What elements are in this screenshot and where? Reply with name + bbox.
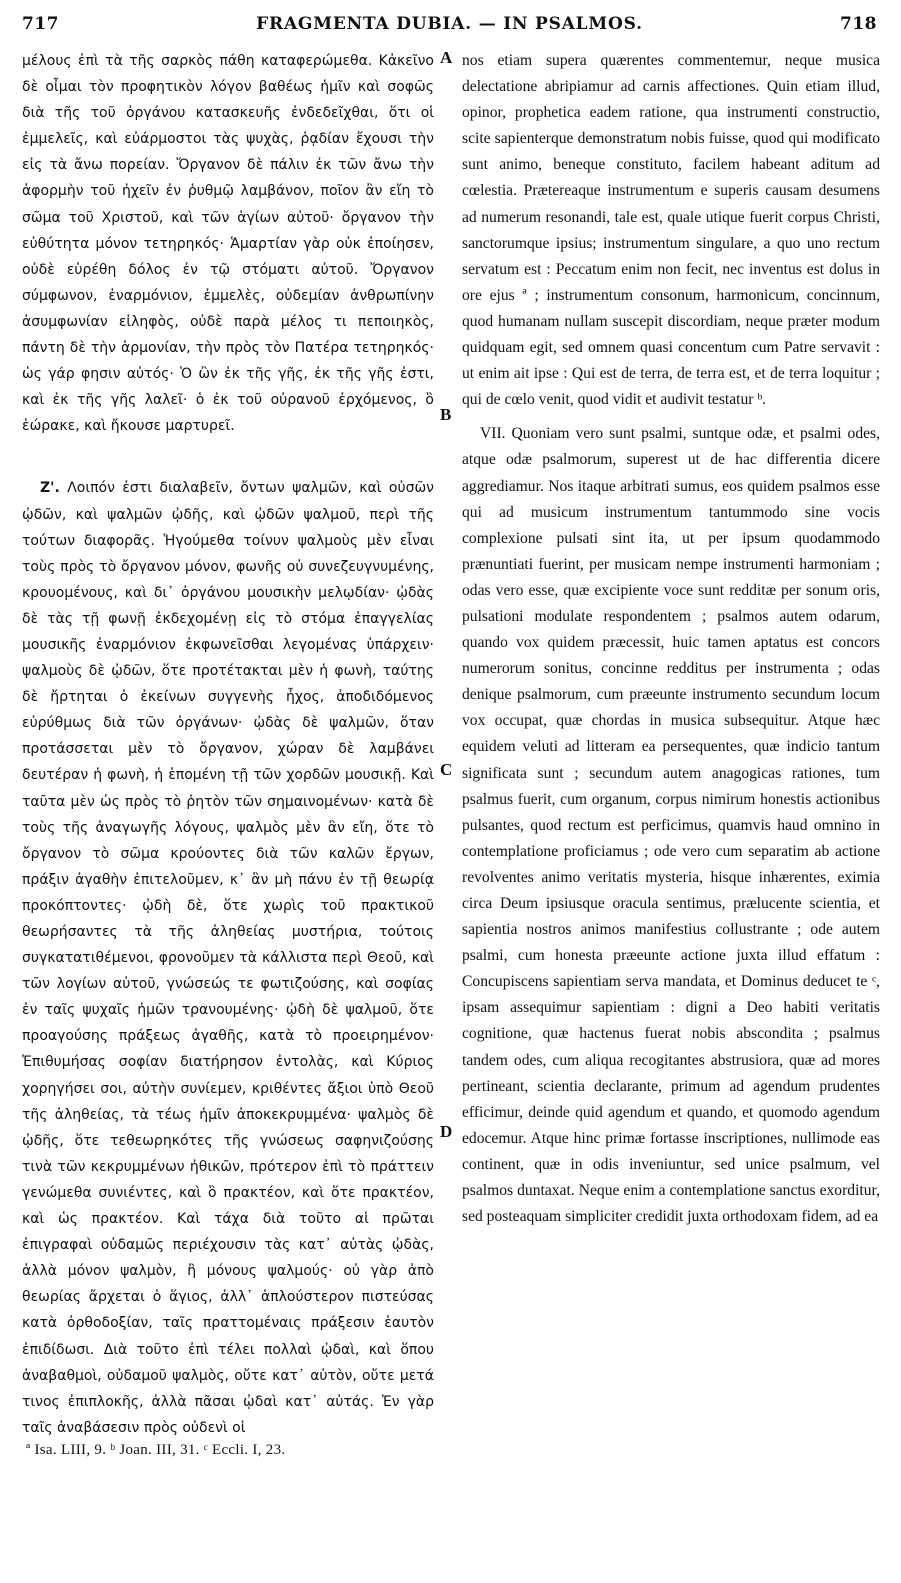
greek-section-number: Ζ'. [40, 480, 60, 497]
margin-marker-a: A [440, 48, 453, 67]
page-number-left: 717 [22, 14, 59, 34]
latin-paragraph-1: nos etiam supera quærentes commentemur, neque musica delectatione abripiamur ad carnis affectiones. Quin etiam illud, opinor, prophetica eadem ratione, qua instrumenti constructio, scite sapienterque demonstratum nobis fuisse, quod qui modificato sunt animo, beneque constituto, facilem habeant aditum ad cœlestia. Prætereaque instrumentum e superis causam desumens ad numerum resonandi, tale est, quale utique fuerit corpus Christi, sanctorumque ipsius; instrumentum singulare, a quo uno rectum servatum est : Peccatum enim non fecit, nec inventus est dolus in ore ejus ª ; instrumentum consonum, harmonicum, concinnum, quod humanam nullam suscepit discordiam, neque præter modum quidquam egit, sed omnem quasi concentum cum Patre servavit : ut enim ait ipse : Qui est de terra, de terra est, et de terra loquitur ; qui de cœlo venit, quod vidit et audivit testatur ᵇ. [462, 52, 880, 409]
running-title: FRAGMENTA DUBIA. — IN PSALMOS. [256, 14, 643, 34]
greek-paragraph-1: μέλους ἐπὶ τὰ τῆς σαρκὸς πάθη καταφερώμεθα. Κἀκεῖνο δὲ οἶμαι τὸν προφητικὸν λόγον βαθέως ἡμῖν καὶ σοφῶς διὰ τῆς τοῦ ὀργάνου κατασκευῆς ἐνδεδεῖχθαι, ὅτι οἱ ἐμμελεῖς, καὶ εὐάρμοστοι τὰς ψυχὰς, ῥᾳδίαν ἔχουσι τὴν εἰς τὰ ἄνω πορείαν. Ὄργανον δὲ πάλιν ἐκ τῶν ἄνω τὴν ἀφορμὴν τοῦ ἠχεῖν ἐν ῥυθμῷ λαμβάνον, ποῖον ἂν εἴη τὸ σῶμα τοῦ Χριστοῦ, καὶ τῶν ἁγίων αὐτοῦ· ὄργανον τὴν εὐθύτητα μόνον τετηρηκός· Ἁμαρτίαν γὰρ οὐκ ἐποίησεν, οὐδὲ εὑρέθη δόλος ἐν τῷ στόματι αὐτοῦ. Ὄργανον σύμφωνον, ἐναρμόνιον, ἐμμελὲς, οὐδεμίαν ἀνθρωπίνην ἀσυμφωνίαν εἰληφὸς, οὐδὲ παρὰ μέλος τι πεποιηκὸς, πάντη δὲ τὴν ἁρμονίαν, τὴν πρὸς τὸν Πατέρα τετηρηκός· ὡς γάρ φησιν αὐτός· Ὁ ὢν ἐκ τῆς γῆς, ἐκ τῆς γῆς ἐστι, καὶ ἐκ τῆς γῆς λαλεῖ· ὁ ἐκ τοῦ οὐρανοῦ ἐρχόμενος, ὃ ἑώρακε, καὶ ἤκουσε μαρτυρεῖ. [22, 53, 434, 435]
latin-paragraph-2 [462, 421, 880, 1230]
margin-marker-b: B [440, 405, 452, 424]
latin-paragraph-2-text: Quoniam vero sunt psalmi, suntque odæ, et psalmi odes, atque odæ psalmorum, superest ut de hac differentia dicere aggrediamur. Nos itaque arbitrati sumus, eos quidem psalmos esse qui ad musicum instrumentum tantummodo sine vocis complexione pulsati sint ita, ut per ipsum quodammodo prænuntiati fuerint, per musicam nempe instrumenti harmoniam ; odas vero esse, quæ excipiente voce sunt redditæ per sonum oris, pulsationi modulate respondentem ; psalmos autem odarum, quando vox quidem præcessit, huic tamen aptatus est concors numerorum sonitus, concinne redditus per instrumenta ; odas denique psalmorum, cum præeunte instrumento secundum locum vox occupat, quæ chordas in musica subsequitur. Atque hæc equidem veluti ad litteram ea persequentes, quæ indicio tantum significata sunt ; secundum autem anagogicas rationes, tum psalmus fuerit, cum organum, corpus nimirum honestis actionibus pulsantes, quod rectum est perficimus, quamvis haud omnino in contemplatione proficiamus ; ode vero cum separatim ab actione revolventes animo veritatis mysteria, hisque inhærentes, eximia circa Deum ipsiusque oracula sentimus, prælucente scientia, et sapientia nostros animos manifestius collustrante ; ode autem psalmi, cum honesta præeunte actione juxta illud effatum : Concupiscens sapientiam serva mandata, et Dominus deducet te ᶜ, ipsam assequimur sapientiam : digni a Deo habiti veritatis cognitione, quæ hactenus fuerat nobis abscondita ; psalmus tandem odes, cum aliqua recogitantes abstrusiora, quæ ad mores pertineant, scientia declarante, primum ad agendum prudentes efficimur, deinde quid agendum et quando, et quomodo agendum edocemur. Atque hinc primæ fortasse inscriptiones, nullimode eas continent, quæ in odis inveniuntur, sed unice psalmum, vel psalmos duntaxat. Neque enim a contemplatione sanctus exorditur, sed posteaquam simpliciter credidit juxta orthodoxam fidem, ad ea [462, 425, 880, 1226]
running-header [22, 14, 877, 40]
greek-column [22, 48, 434, 1441]
margin-marker-c: C [440, 760, 453, 779]
latin-section-number: VII. [480, 425, 506, 443]
page-number-right: 718 [840, 14, 877, 34]
footnotes: ª Isa. LIII, 9. ᵇ Joan. III, 31. ᶜ Eccli. I, 23. [26, 1442, 286, 1458]
greek-paragraph-2 [22, 475, 434, 1440]
margin-marker-d: D [440, 1122, 453, 1141]
latin-column [462, 48, 880, 1230]
greek-paragraph-2-text: Λοιπόν ἐστι διαλαβεῖν, ὄντων ψαλμῶν, καὶ οὐσῶν ᾠδῶν, καὶ ψαλμῶν ᾠδῆς, καὶ ᾠδῶν ψαλμοῦ, περὶ τῆς τούτων διαφορᾶς. Ἡγούμεθα τοίνυν ψαλμοὺς μὲν εἶναι τοὺς πρὸς τὸ ὄργανον μόνον, φωνῆς οὐ συνεζευγνυμένης, κρουομένους, καὶ δι᾽ ὀργάνου μουσικὴν μελῳδίαν· ᾠδὰς δὲ τὰς τῇ φωνῇ ἐκδεχομένῃ εἰς τὸ στόμα ἐπαγγελίας μουσικῆς ἐναρμόνιον ἐκφωνεῖσθαι λεγομένας ὑπάρχειν· ψαλμοὺς δὲ ᾠδῶν, ὅτε προτέτακται μὲν ἡ φωνὴ, ταύτης δὲ ἤρτηται ὁ ἐκείνων συγγενὴς ἦχος, ἀποδιδόμενος εὐρύθμως διὰ τῶν ὀργάνων· ᾠδὰς δὲ ψαλμῶν, ὅταν προτάσσεται μὲν τὸ ὄργανον, χώραν δὲ λαμβάνει δευτέραν ἡ φωνὴ, ἡ ἑπομένη τῇ τῶν χορδῶν μουσικῇ. Καὶ ταῦτα μὲν ὡς πρὸς τὸ ῥητὸν τῶν σημαινομένων· κατὰ δὲ τοὺς τῆς ἀναγωγῆς λόγους, ψαλμὸς μὲν ἂν εἴη, ὅτε τὸ ὄργανον τὸ σῶμα κρούοντες διὰ τῶν καλῶν ἔργων, πράξιν ἀγαθὴν ἐπιτελοῦμεν, κ᾽ ἂν μὴ πάνυ ἐν τῇ θεωρίᾳ προκόπτοντες· ᾠδὴ δὲ, ὅτε χωρὶς τοῦ πρακτικοῦ θεωρήσαντες τὰ τῆς ἀληθείας μυστήρια, τούτοις συγκατατιθέμενοι, φρονοῦμεν τὰ κάλλιστα περὶ Θεοῦ, καὶ τῶν λογίων αὐτοῦ, γνώσεώς τε φωτιζούσης, καὶ σοφίας ἐν ταῖς ψυχαῖς ἡμῶν τρανουμένης· ᾠδὴ δὲ ψαλμοῦ, ὅτε προαγούσης πράξεως ἀγαθῆς, κατὰ τὸ προειρημένον· Ἐπιθυμήσας σοφίαν διατήρησον ἐντολὰς, καὶ Κύριος χορηγήσει σοι, αὐτὴν συνίεμεν, κριθέντες ἄξιοι ὑπὸ Θεοῦ τῆς ἀληθείας, τὰ τέως ἡμῖν ἀποκεκρυμμένα· ψαλμὸς δὲ ᾠδῆς, ὅτε τεθεωρηκότες τῆς γνώσεως σαφηνιζούσης τινὰ τῶν κεκρυμμένων ἠθικῶν, πρότερον ἐπὶ τὸ πράττειν γενώμεθα συνιέντες, καὶ ὃ πρακτέον, καὶ ὅτε πρακτέον, καὶ ὡς πρακτέον. Καὶ τάχα διὰ τοῦτο αἱ πρῶται ἐπιγραφαὶ οὐδαμῶς περιέχουσιν τὰς κατ᾽ αὐτὰς ᾠδὰς, ἀλλὰ μόνον ψαλμὸν, ἢ μόνους ψαλμούς· οὐ γὰρ ἀπὸ θεωρίας ἄρχεται ὁ ἅγιος, ἀλλ᾽ ἁπλούστερον πιστεύσας κατὰ ὀρθοδοξίαν, ταῖς πραττομέναις πράξεσιν ἑαυτὸν ἐπιδίδωσι. Διὰ τοῦτο ἐπὶ τέλει πολλαὶ ᾠδαὶ, καὶ ὅπου ἀναβαθμοὶ, οὐδαμοῦ ψαλμὸς, οὔτε κατ᾽ αὐτὸν, οὔτε μετά τινος ἐπιπλοκῆς, ἀλλὰ πᾶσαι ᾠδαὶ κατ᾽ αὐτάς. Ἐν γὰρ ταῖς ἀναβάσεσιν πρὸς οὐδενὶ οἱ [22, 480, 434, 1436]
